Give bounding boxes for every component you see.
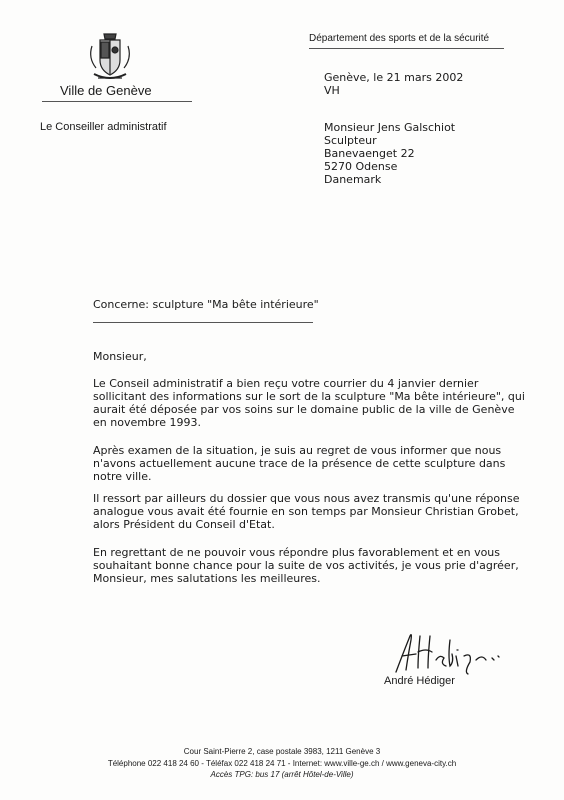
sender-role: Le Conseiller administratif bbox=[40, 121, 167, 133]
paragraph-line: En regrettant de ne pouvoir vous répondre plus favorablement et en vous bbox=[93, 546, 501, 559]
paragraph-line: en novembre 1993. bbox=[93, 416, 201, 429]
paragraph-line: alors Président du Conseil d'Etat. bbox=[93, 518, 275, 531]
city-rule bbox=[42, 101, 192, 102]
paragraph-line: Après examen de la situation, je suis au regret de vous informer que nous bbox=[93, 444, 502, 457]
recipient-line: Banevaenget 22 bbox=[324, 147, 415, 160]
recipient-line: Sculpteur bbox=[324, 134, 377, 147]
signature bbox=[388, 626, 508, 678]
signatory-name: André Hédiger bbox=[384, 675, 455, 687]
place-date: Genève, le 21 mars 2002 bbox=[324, 71, 464, 84]
paragraph-line: analogue vous avait été fournie en son temps par Monsieur Christian Grobet, bbox=[93, 505, 519, 518]
salutation: Monsieur, bbox=[93, 350, 147, 363]
footer-contact: Téléphone 022 418 24 60 - Téléfax 022 418 24 71 - Internet: www.ville-ge.ch / www.geneva-city.ch bbox=[107, 759, 457, 768]
department-name: Département des sports et de la sécurité bbox=[309, 33, 490, 44]
paragraph bbox=[93, 444, 513, 483]
paragraph-line: Monsieur, mes salutations les meilleures. bbox=[93, 572, 321, 585]
paragraph-line: notre ville. bbox=[93, 470, 152, 483]
footer-address: Cour Saint-Pierre 2, case postale 3983, 1211 Genève 3 bbox=[183, 747, 381, 756]
paragraph-line: aurait été déposée par vos soins sur le domaine public de la ville de Genève bbox=[93, 403, 515, 416]
recipient-line: Monsieur Jens Galschiot bbox=[324, 121, 456, 134]
recipient-line: 5270 Odense bbox=[324, 160, 398, 173]
subject-line: Concerne: sculpture "Ma bête intérieure" bbox=[93, 298, 319, 311]
subject-rule bbox=[93, 322, 313, 323]
reference: VH bbox=[324, 84, 340, 97]
paragraph-line: n'avons actuellement aucune trace de la présence de cette sculpture dans bbox=[93, 457, 506, 470]
footer-transport: Accès TPG: bus 17 (arrêt Hôtel-de-Ville) bbox=[210, 770, 354, 779]
paragraph bbox=[93, 546, 519, 585]
paragraph bbox=[93, 492, 520, 531]
coat-of-arms-icon bbox=[82, 30, 138, 86]
paragraph bbox=[93, 377, 525, 429]
paragraph-line: Il ressort par ailleurs du dossier que vous nous avez transmis qu'une réponse bbox=[93, 492, 520, 505]
paragraph-line: sollicitant des informations sur le sort de la sculpture "Ma bête intérieure", qui bbox=[93, 390, 525, 403]
header-rule bbox=[309, 48, 504, 49]
recipient-line: Danemark bbox=[324, 173, 382, 186]
city-name: Ville de Genève bbox=[60, 83, 152, 98]
recipient-address bbox=[324, 121, 455, 186]
paragraph-line: Le Conseil administratif a bien reçu votre courrier du 4 janvier dernier bbox=[93, 377, 479, 390]
paragraph-line: souhaitant bonne chance pour la suite de vos activités, je vous prie d'agréer, bbox=[93, 559, 519, 572]
